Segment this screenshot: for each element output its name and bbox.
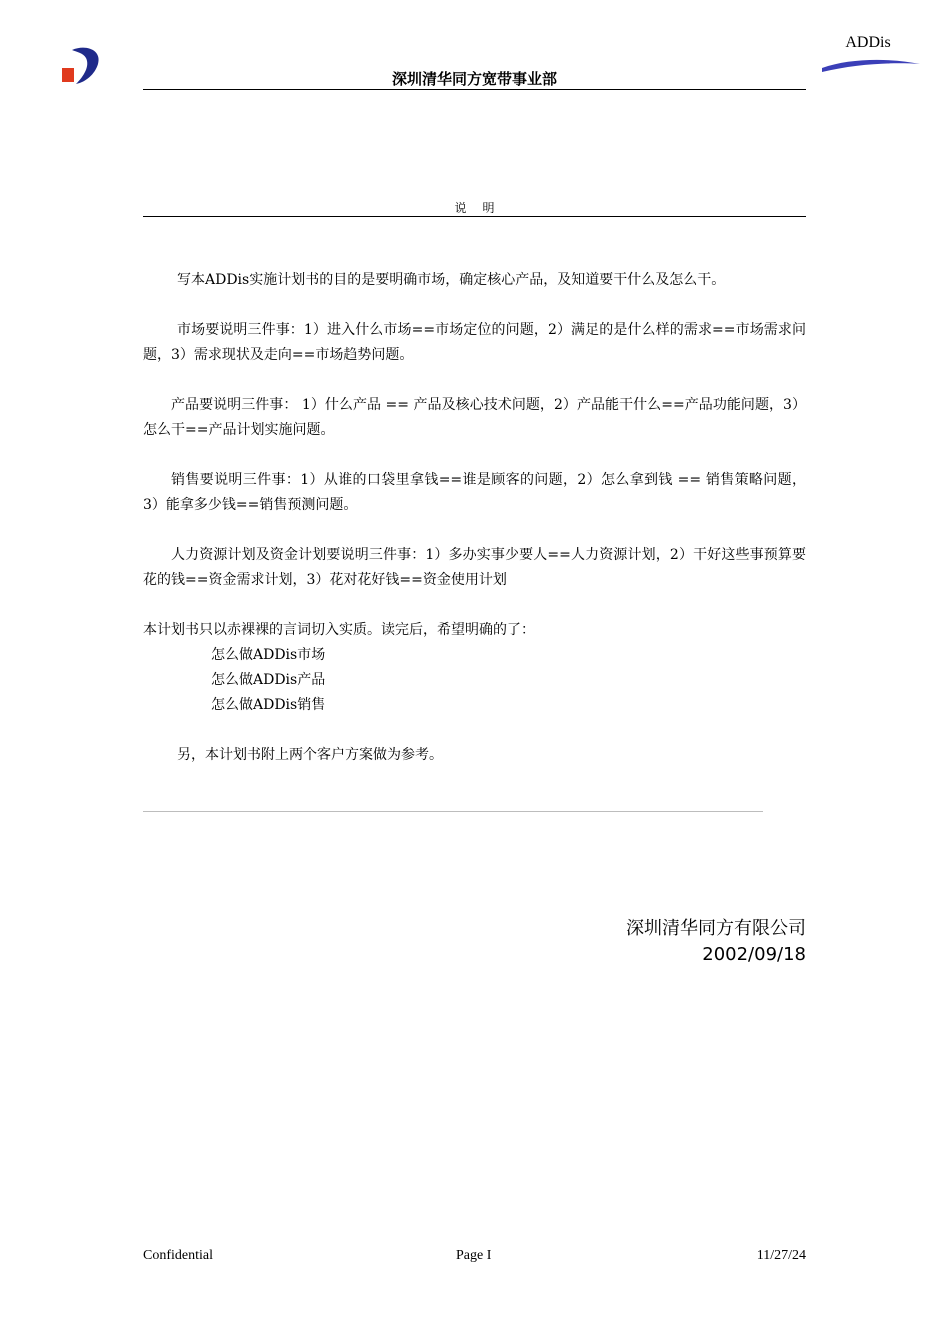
header-divider xyxy=(143,89,806,90)
section-title: 说明 xyxy=(454,201,511,215)
brand-name: ADDis xyxy=(845,34,891,51)
paragraph-market: 市场要说明三件事：1）进入什么市场==市场定位的问题，2）满足的是什么样的需求==市场需求问题，3）需求现状及走向==市场趋势问题。 xyxy=(143,322,806,363)
brand-mark xyxy=(820,30,924,76)
section-divider xyxy=(143,216,806,217)
company-logo xyxy=(60,44,102,88)
body-divider xyxy=(143,811,763,812)
summary-intro: 本计划书只以赤裸裸的言词切入实质。读完后，希望明确的了： xyxy=(143,622,535,638)
closing-note: 另，本计划书附上两个客户方案做为参考。 xyxy=(177,747,443,763)
summary-item: 怎么做ADDis市场 xyxy=(211,647,326,663)
paragraph-resources: 人力资源计划及资金计划要说明三件事：1）多办实事少要人==人力资源计划，2）干好这些事预算要花的钱==资金需求计划，3）花对花好钱==资金使用计划 xyxy=(143,547,806,588)
summary-item: 怎么做ADDis销售 xyxy=(211,697,326,713)
paragraph-purpose: 写本ADDis实施计划书的目的是要明确市场，确定核心产品，及知道要干什么及怎么干。 xyxy=(177,272,726,288)
footer-date: 11/27/24 xyxy=(756,1248,806,1263)
brand-swoosh-icon xyxy=(820,30,924,76)
footer-confidential: Confidential xyxy=(143,1248,213,1263)
paragraph-sales: 销售要说明三件事：1）从谁的口袋里拿钱==谁是顾客的问题，2）怎么拿到钱 == 销售策略问题，3）能拿多少钱==销售预测问题。 xyxy=(143,472,806,513)
summary-item: 怎么做ADDis产品 xyxy=(211,672,326,688)
signature-date: 2002/09/18 xyxy=(702,944,806,965)
paragraph-product: 产品要说明三件事： 1）什么产品 == 产品及核心技术问题，2）产品能干什么==产品功能问题，3）怎么干==产品计划实施问题。 xyxy=(143,397,806,438)
document-body xyxy=(143,268,806,768)
company-logo-icon xyxy=(60,44,102,88)
signature-company: 深圳清华同方有限公司 xyxy=(626,918,806,939)
header-title: 深圳清华同方宽带事业部 xyxy=(391,70,557,88)
footer-page-number: Page I xyxy=(456,1248,492,1263)
